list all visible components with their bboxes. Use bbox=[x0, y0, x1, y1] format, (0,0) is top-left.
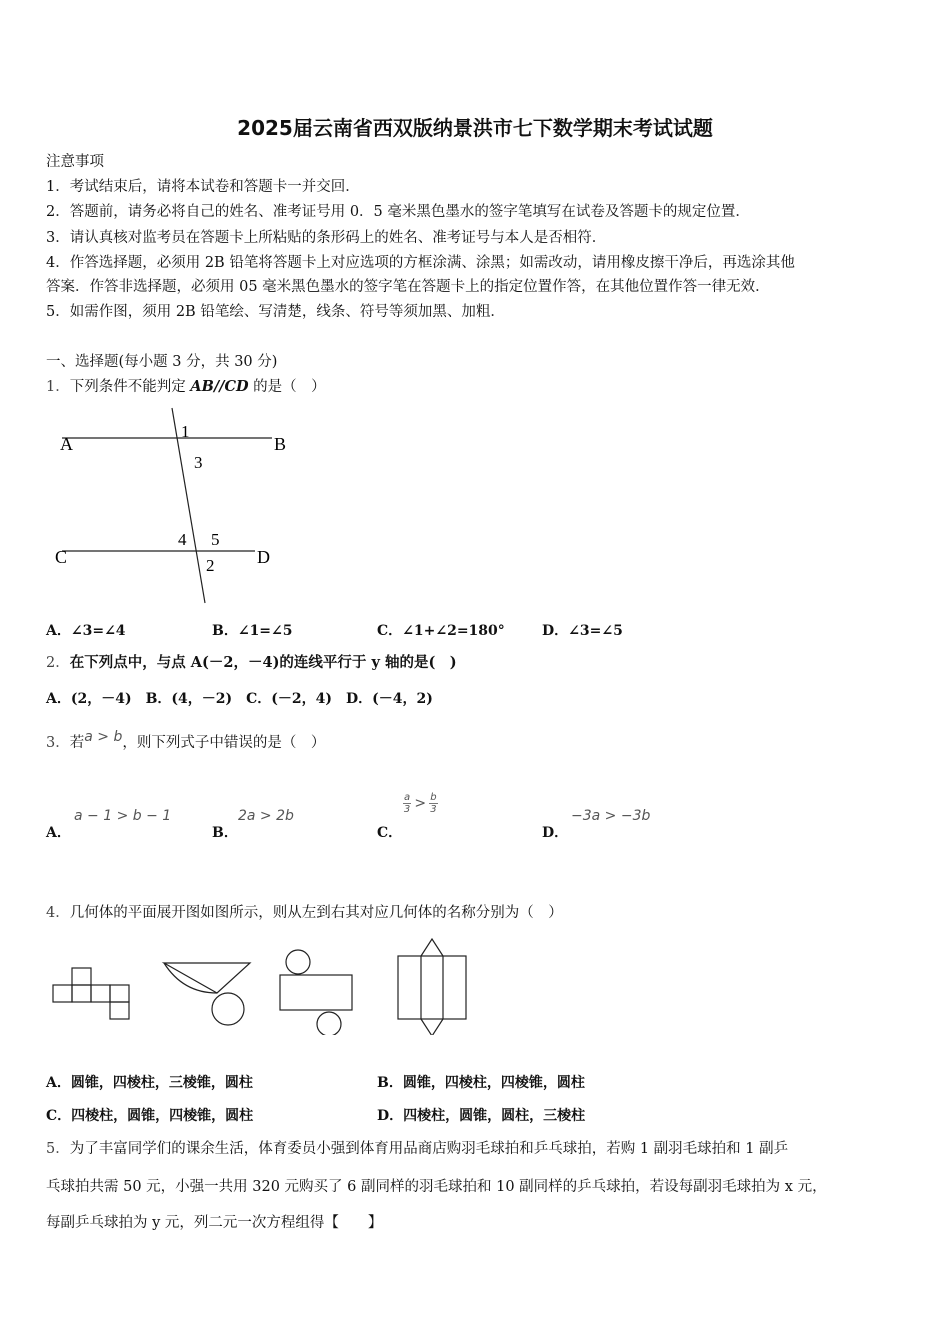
question-3 bbox=[46, 729, 326, 753]
question-5-line: 乓球拍共需 50 元，小强一共用 320 元购买了 6 副同样的羽毛球拍和 10 副同样的乒乓球拍，若设每副羽毛球拍为 x 元， bbox=[46, 1179, 827, 1195]
question-2-options: A．(2，－4) B．(4，－2) C．(－2，4) D．(－4，2) bbox=[46, 691, 433, 707]
option-c: C． bbox=[377, 825, 403, 841]
section-heading: 一、选择题(每小题 3 分，共 30 分) bbox=[46, 354, 278, 370]
notice-heading: 注意事项 bbox=[46, 154, 104, 170]
angle-label-3: 3 bbox=[194, 453, 203, 472]
question-1 bbox=[46, 377, 326, 397]
question-4 bbox=[46, 903, 563, 923]
question-text: 下列条件不能判定 bbox=[69, 379, 191, 395]
option-d-expr: −3a > −3b bbox=[571, 808, 651, 824]
page-title: 2025届云南省西双版纳景洪市七下数学期末考试试题 bbox=[237, 116, 713, 140]
notice-item: 答案．作答非选择题，必须用 05 毫米黑色墨水的签字笔在答题卡上的指定位置作答，在其他位置作答一律无效． bbox=[46, 279, 770, 295]
angle-label-2: 2 bbox=[206, 556, 215, 575]
label-A: A bbox=[60, 434, 73, 454]
label-C: C bbox=[55, 547, 68, 567]
question-text: 几何体的平面展开图如图所示，则从左到右其对应几何体的名称分别为（ ） bbox=[69, 905, 563, 921]
notice-item: 5．如需作图，须用 2B 铅笔绘、写清楚，线条、符号等须加黑、加粗． bbox=[46, 304, 505, 320]
label-B: B bbox=[274, 434, 287, 454]
label-D: D bbox=[257, 547, 270, 567]
option-b: B．圆锥，四棱柱，四棱锥，圆柱 bbox=[377, 1075, 585, 1091]
option-c: C．∠1+∠2=180° bbox=[377, 623, 505, 639]
question-math: AB//CD bbox=[190, 378, 249, 395]
question-5 bbox=[46, 1139, 788, 1159]
notice-item: 1．考试结束后，请将本试卷和答题卡一并交回． bbox=[46, 179, 360, 195]
question-number: 3． bbox=[46, 735, 70, 751]
condition-math: a > b bbox=[84, 729, 123, 745]
option-c-expr: $\frac{a}{3}$ > $\frac{b}{3}$ bbox=[403, 792, 437, 815]
option-d: D．∠3=∠5 bbox=[542, 623, 623, 639]
question-2 bbox=[46, 653, 457, 673]
option-b: B． bbox=[212, 825, 238, 841]
question-number: 4． bbox=[46, 905, 70, 921]
option-d: D．四棱柱，圆锥，圆柱，三棱柱 bbox=[377, 1108, 586, 1124]
question-number: 5． bbox=[46, 1141, 70, 1157]
option-b: B．∠1=∠5 bbox=[212, 623, 293, 639]
notice-item: 3．请认真核对监考员在答题卡上所粘贴的条形码上的姓名、准考证号与本人是否相符． bbox=[46, 230, 607, 246]
notice-item: 4．作答选择题，必须用 2B 铅笔将答题卡上对应选项的方框涂满、涂黑；如需改动，请用橡皮擦干净后，再选涂其他 bbox=[46, 255, 795, 271]
question-text: 的是（ ） bbox=[248, 379, 326, 395]
question-number: 2． bbox=[46, 655, 70, 671]
question-text: ，则下列式子中错误的是（ ） bbox=[122, 735, 326, 751]
angle-label-4: 4 bbox=[178, 530, 187, 549]
angle-label-1: 1 bbox=[181, 422, 190, 441]
parallel-lines-figure bbox=[50, 400, 300, 610]
question-text: 若 bbox=[69, 735, 85, 751]
option-a: A．∠3=∠4 bbox=[46, 623, 126, 639]
option-c: C．四棱柱，圆锥，四棱锥，圆柱 bbox=[46, 1108, 254, 1124]
question-number: 1． bbox=[46, 379, 70, 395]
notice-item: 2．答题前，请务必将自己的姓名、准考证号用 0．5 毫米黑色墨水的签字笔填写在试卷及答题卡的规定位置． bbox=[46, 204, 750, 220]
question-5-line: 每副乒乓球拍为 y 元，列二元一次方程组得【 】 bbox=[46, 1215, 383, 1231]
question-text: 为了丰富同学们的课余生活，体育委员小强到体育用品商店购羽毛球拍和乒乓球拍，若购 1 副羽毛球拍和 1 副乒 bbox=[69, 1141, 789, 1157]
nets-figure bbox=[48, 935, 478, 1035]
option-b-expr: 2a > 2b bbox=[238, 808, 294, 824]
option-a: A．圆锥，四棱柱，三棱锥，圆柱 bbox=[46, 1075, 253, 1091]
option-a: A． bbox=[46, 825, 71, 841]
option-d: D． bbox=[542, 825, 569, 841]
question-text: 在下列点中，与点 A(－2，－4)的连线平行于 y 轴的是( ) bbox=[69, 654, 457, 671]
angle-label-5: 5 bbox=[211, 530, 220, 549]
option-a-expr: a − 1 > b − 1 bbox=[74, 808, 172, 824]
